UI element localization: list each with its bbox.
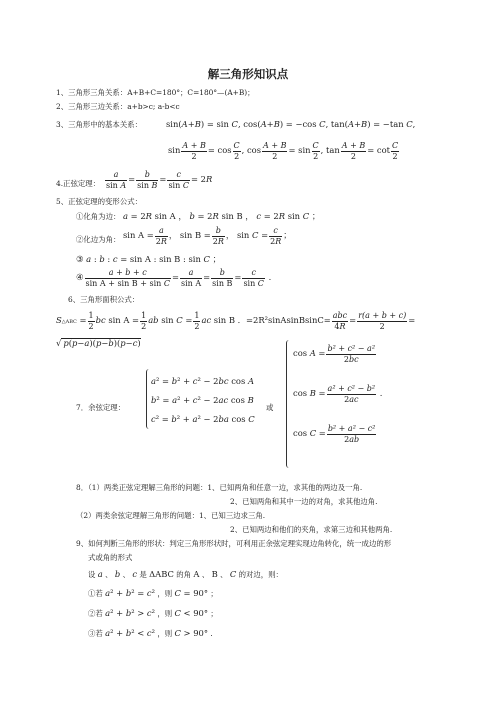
cos-c-formula: cos C = $\frac{\text{b² + a² − c²}}{2ab}$ — [293, 423, 376, 444]
line-3-formula: sin(A+B) = sin C, cos(A+B) = −cos C, tan(A+B) = −tan C, — [166, 119, 416, 129]
cosine-law-c: c² = b² + a² − 2ba cos C — [151, 414, 255, 424]
cosine-law-side-form — [151, 372, 255, 429]
line-6-area-formula: S△ABC = $\frac{1}{2}$ bc sin A = $\frac{1}{2}$ ab sin C = $\frac{1}{2}$ ac sin B ．=2R²sinAsinBsinC= $\frac{\text{abc}}{4R}$ = $\frac{r(a + b + c)}{2}$ = — [56, 310, 416, 331]
line-5-4-formula: ④ $\frac{a + b + c}{\text{sin A + sin B + sin C}}$ = $\frac{a}{\text{sin A}}$ = $\frac{b}{\text{sin B}}$ = $\frac{c}{\text{sin C}}$ . — [76, 267, 272, 288]
line-9-setup: 设 a 、 b 、 c 是 ΔABC 的角 A 、 B 、 C 的对边，则： — [88, 569, 283, 579]
line-7-label: 7．余弦定理： — [76, 403, 126, 412]
cosine-law-angle-form — [293, 342, 382, 462]
line-9-case-acute: ②若 a² + b² > c² ，则 C < 90° ； — [88, 608, 218, 618]
line-7-or: 或 — [266, 403, 274, 412]
cosine-law-a: a² = b² + c² − 2bc cos A — [151, 376, 254, 386]
line-6-heron-formula: √ p(p−a)(p−b)(p−c) — [56, 338, 141, 348]
cos-a-formula: cos A = $\frac{\text{b² + c² − a²}}{2bc}$ — [293, 343, 376, 364]
cos-b-formula: cos B = $\frac{\text{a² + c² − b²}}{2ac}$ . — [293, 383, 383, 404]
line-9-case-obtuse: ③若 a² + b² < c² ，则 C > 90° . — [88, 628, 213, 638]
line-4-label: 4.正弦定理： — [56, 179, 101, 188]
line-3-label: 3、三角形中的基本关系： — [56, 120, 143, 129]
line-8-sine-problems-2: 2、已知两角和其中一边的对角，求其他边角. — [230, 497, 378, 506]
line-4-sine-law: $\frac{a}{\text{sin A}}$ = $\frac{b}{\text{sin B}}$ = $\frac{c}{\text{sin C}}$ = 2R — [106, 169, 213, 190]
line-5-3-ratio: ③ a : b : c = sin A : sin B : sin C ； — [76, 254, 221, 264]
line-5-2-formula: sin A = $\frac{a}{2R}$ ， sin B = $\frac{b}{2R}$ ， sin C = $\frac{c}{2R}$ ； — [123, 225, 292, 246]
line-9-heading: 9、如何判断三角形的形状：判定三角形形状时，可利用正余弦定理实现边角转化，统一成边的形 — [76, 539, 392, 548]
page-title: 解三角形知识点 — [207, 67, 289, 81]
line-1-angle-relation: 1、三角形三角关系：A+B+C=180°；C=180°—(A+B)； — [56, 88, 255, 97]
line-8-cosine-problems-2: 2、已知两边和他们的夹角，求第三边和其他两角. — [230, 525, 393, 534]
line-8-sine-problems: 8．（1）两类正弦定理解三角形的问题：1、已知两角和任意一边，求其他的两边及一角. — [76, 483, 363, 492]
line-3-half-angle-formula: sin $\frac{A + B}{2}$ = cos $\frac{C}{2}$ , cos $\frac{A + B}{2}$ = sin $\frac{C}{2}$ , tan $\frac{A + B}{2}$ = cot $\frac{C}{2}$ — [168, 140, 399, 161]
line-9-heading-cont: 式或角的形式 — [88, 553, 133, 562]
line-5-heading: 5、正弦定理的变形公式： — [56, 197, 143, 206]
line-5-1-label: ①化角为边： — [76, 212, 121, 221]
line-5-2-label: ②化边为角： — [76, 235, 121, 244]
line-9-case-right: ①若 a² + b² = c² ，则 C = 90° ； — [88, 588, 218, 598]
line-8-cosine-problems: （2）两类余弦定理解三角形的问题：1、已知三边求三角. — [76, 511, 266, 520]
right-brace — [286, 340, 291, 468]
line-6-heading: 6、三角形面积公式： — [68, 295, 140, 304]
line-5-1-formula: a = 2R sin A ， b = 2R sin B ， c = 2R sin C ； — [123, 211, 321, 221]
cosine-law-b: b² = a² + c² − 2ac cos B — [151, 395, 254, 405]
line-2-side-relation: 2、三角形三边关系：a+b>c; a-b<c — [56, 102, 180, 111]
